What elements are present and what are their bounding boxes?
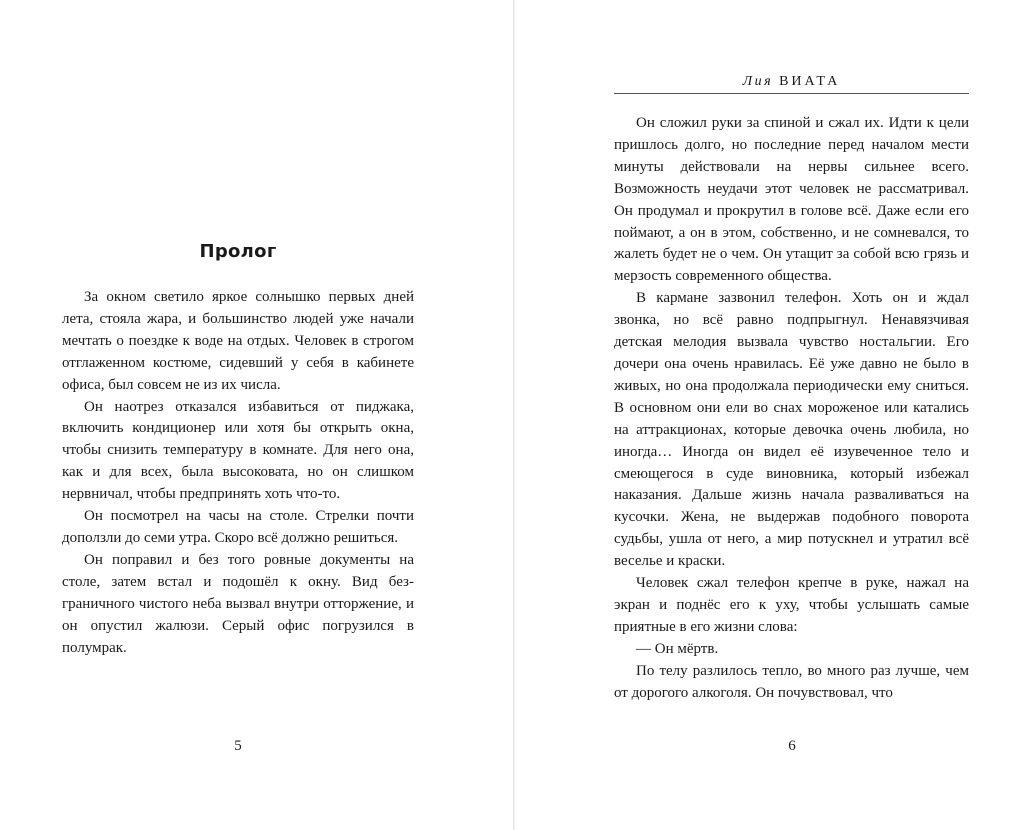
page-number-right: 6 (788, 738, 796, 754)
running-head-surname: ВИАТА (779, 74, 841, 89)
running-head (614, 74, 969, 90)
left-page-text (62, 287, 414, 659)
right-page (515, 0, 1031, 830)
chapter-title: Пролог (199, 241, 277, 262)
paragraph: Он сложил руки за спиной и сжал их. Идти к цели пришлось долго, но последние перед началом мести минуты действовали на нервы сильнее всего. Возможность неудачи этот человек не рассматривал. Он продумал и прокрутил в голове всё. Даже если его поймают, а он в этом, собственно, и не сомневался, то жалеть будет не о чем. Он утащит за собой всю грязь и мерзость современного общества. (614, 115, 969, 285)
paragraph: Он поправил и без того ровные документы на столе, затем встал и подошёл к окну. Вид безграничного чистого неба вызвал внутри отторжение, и он опустил жалюзи. Серый офис погрузился в полумрак. (62, 551, 414, 656)
paragraph: Человек сжал телефон крепче в руке, нажал на экран и поднёс его к уху, чтобы услышать самые приятные в его жизни слова: (614, 575, 969, 635)
right-page-text (614, 113, 969, 704)
paragraph: За окном светило яркое солнышко первых дней лета, стояла жара, и большинство людей уже начали мечтать о поездке к воде на отдых. Человек в строгом отглаженном костюме, сидевший у себя в кабинете офиса, был совсем не из их числа. (62, 289, 414, 393)
paragraph: Он наотрез отказался избавиться от пиджака, включить кондиционер или хотя бы открыть окна, чтобы снизить температуру в комнате. Для него она, как и для всех, была высоковата, но он слишком нервничал, чтобы предпринять хоть что-то. (62, 398, 414, 503)
left-page (0, 0, 514, 830)
running-head-name: Лия (742, 74, 774, 89)
paragraph: В кармане зазвонил телефон. Хоть он и ждал звонка, но всё равно подпрыгнул. Ненавязчивая детская мелодия вызвала чувство ностальгии. Его дочери она очень нравилась. Её уже давно не было в живых, но она продолжала периодически ему сниться. В основном они ели во снах мороженое или катались на аттракционах, которые девочка очень любила, но иногда… Иногда он видел её изувеченное тело и смеющегося в суде виновника, который избежал наказания. Дальше жизнь начала разваливаться на кусочки. Жена, не выдержав подобного поворота судьбы, ушла от него, а мир потускнел и утратил всё веселье и краски. (614, 290, 969, 570)
dialogue-line: — Он мёртв. (636, 640, 719, 657)
page-number-left: 5 (234, 738, 242, 754)
running-head-rule (614, 93, 969, 94)
paragraph: По телу разлилось тепло, во много раз лучше, чем от дорогого алкоголя. Он почувствовал, что (614, 662, 969, 701)
paragraph: Он посмотрел на часы на столе. Стрелки почти доползли до семи утра. Скоро всё должно решиться. (62, 508, 414, 546)
